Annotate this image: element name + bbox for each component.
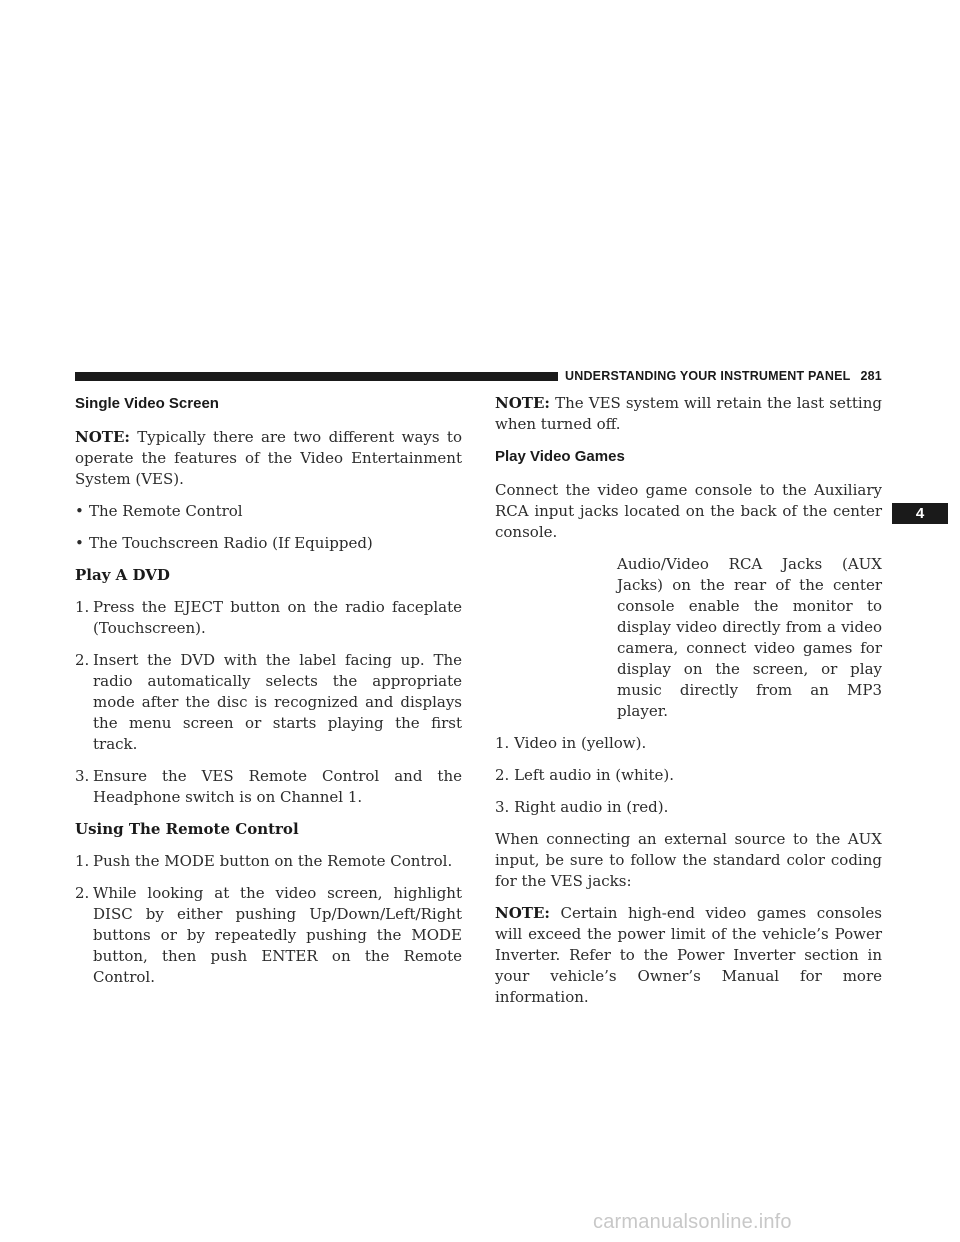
step-text: Push the MODE button on the Remote Control. — [93, 852, 453, 870]
figure-block — [495, 554, 882, 722]
jack-item — [495, 765, 882, 786]
note-label: NOTE: — [495, 394, 550, 412]
step-text: Press the EJECT button on the radio faceplate (Touchscreen). — [93, 598, 462, 637]
chapter-tab: 4 — [892, 503, 948, 524]
figure-caption: Audio/Video RCA Jacks (AUX Jacks) on the rear of the center console enable the monitor to display video directly from a video camera, connect video games for display on the screen, or play music directly from an MP3 player. — [617, 555, 882, 720]
step-text: While looking at the video screen, highlight DISC by either pushing Up/Down/Left/Right buttons or by repeatedly pushing the MODE button, then push ENTER on the Remote Control. — [93, 884, 462, 986]
note-text: Typically there are two different ways to operate the features of the Video Entertainment System (VES). — [75, 428, 462, 488]
note-ves-retain — [495, 393, 882, 435]
watermark-link[interactable]: carmanualsonline.info — [593, 1211, 792, 1233]
color-coding-paragraph: When connecting an external source to the AUX input, be sure to follow the standard color coding for the VES jacks: — [495, 830, 882, 890]
item-number: 3. — [495, 798, 510, 816]
bullet-text: The Remote Control — [89, 502, 243, 520]
bullet-text: The Touchscreen Radio (If Equipped) — [89, 534, 373, 552]
note-label: NOTE: — [495, 904, 550, 922]
step-number: 2. — [75, 651, 90, 669]
note-power-inverter — [495, 903, 882, 1008]
note-label: NOTE: — [75, 428, 130, 446]
step-number: 2. — [75, 884, 90, 902]
running-header — [565, 369, 880, 383]
bullet-item — [75, 533, 462, 554]
right-column — [495, 393, 882, 1008]
remote-step — [75, 883, 462, 988]
left-column — [75, 393, 462, 999]
jack-item — [495, 797, 882, 818]
section-title-single-video-screen: Single Video Screen — [75, 395, 219, 412]
subsection-title-remote: Using The Remote Control — [75, 820, 299, 838]
figure-placeholder — [495, 554, 617, 722]
dvd-step — [75, 650, 462, 755]
header-title: UNDERSTANDING YOUR INSTRUMENT PANEL — [565, 369, 851, 383]
note-typically — [75, 427, 462, 490]
step-number: 1. — [75, 852, 90, 870]
item-text: Video in (yellow). — [514, 734, 647, 752]
bullet-item — [75, 501, 462, 522]
jack-item — [495, 733, 882, 754]
note-text: Certain high-end video games consoles will exceed the power limit of the vehicle’s Power Inverter. Refer to the Power Inverter section in your vehicle’s Owner’s Manual for more information. — [495, 904, 882, 1006]
step-text: Ensure the VES Remote Control and the Headphone switch is on Channel 1. — [93, 767, 462, 806]
dvd-step — [75, 766, 462, 808]
subsection-title-play-dvd: Play A DVD — [75, 566, 170, 584]
intro-paragraph: Connect the video game console to the Auxiliary RCA input jacks located on the back of the center console. — [495, 481, 882, 541]
remote-step — [75, 851, 462, 872]
item-text: Left audio in (white). — [514, 766, 674, 784]
step-number: 3. — [75, 767, 90, 785]
bullet-dot: • — [75, 534, 84, 552]
bullet-dot: • — [75, 502, 84, 520]
page-number: 281 — [860, 369, 882, 383]
item-number: 1. — [495, 734, 510, 752]
item-number: 2. — [495, 766, 510, 784]
step-number: 1. — [75, 598, 90, 616]
dvd-step — [75, 597, 462, 639]
note-text: The VES system will retain the last setting when turned off. — [495, 394, 882, 433]
step-text: Insert the DVD with the label facing up. The radio automatically selects the appropriate mode after the disc is recognized and displays the menu screen or starts playing the first track. — [93, 651, 462, 753]
item-text: Right audio in (red). — [514, 798, 669, 816]
section-title-play-video-games: Play Video Games — [495, 448, 625, 465]
header-rule — [75, 372, 558, 381]
